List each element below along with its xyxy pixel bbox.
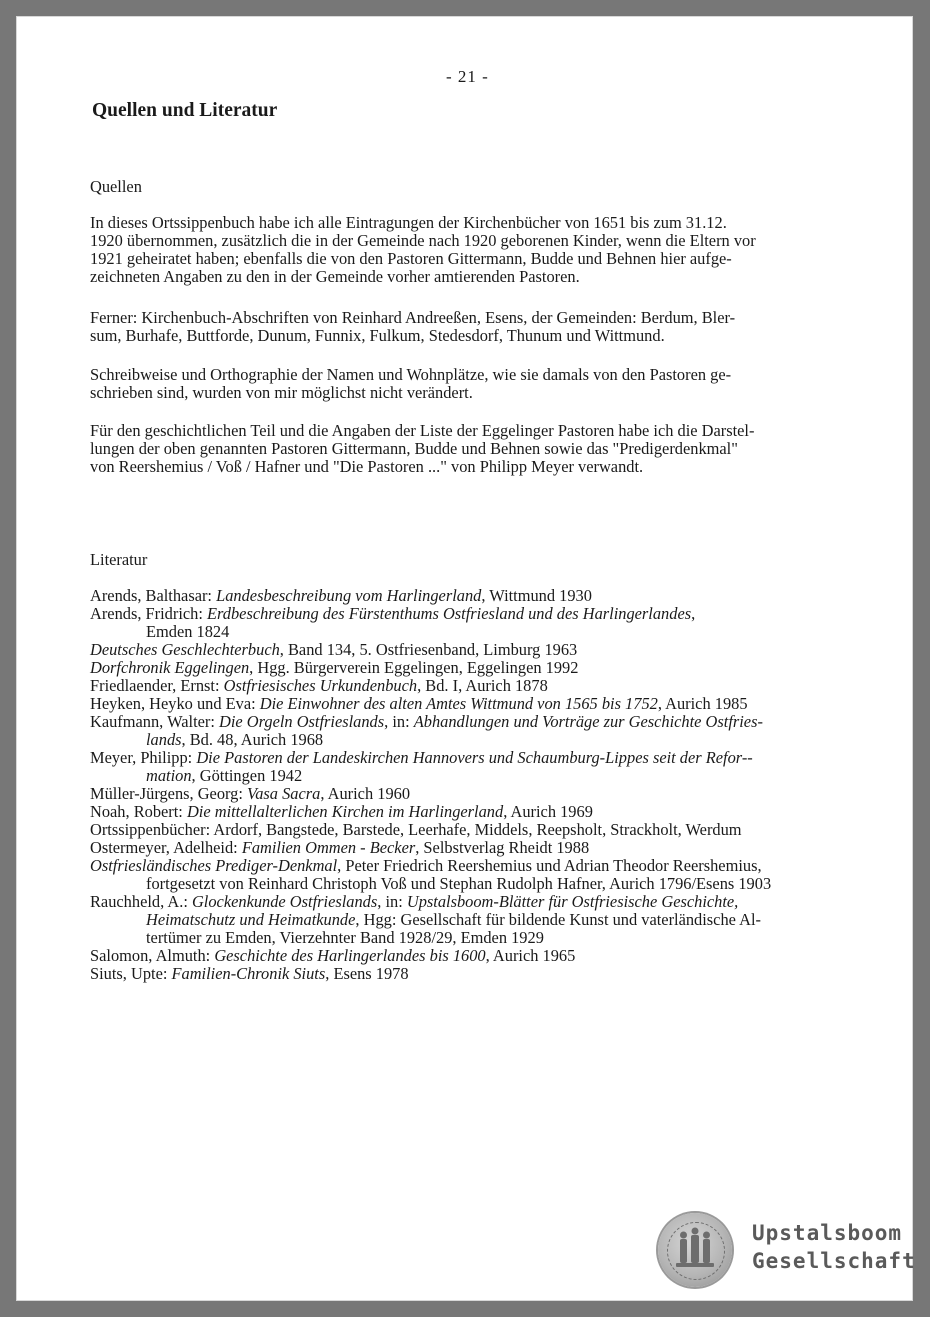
bibliography-entry: Kaufmann, Walter: Die Orgeln Ostfrieslands, in: Abhandlungen und Vorträge zur Geschichte Ostfries- lands, Bd. 48, Aurich 1968 [90, 712, 763, 749]
paragraph-quellen-4: Für den geschichtlichen Teil und die Angaben der Liste der Eggelinger Pastoren habe ich die Darstel- lungen der oben genannten Pastoren Gittermann, Budde und Behnen sowie das "Predigerdenkmal" von Reershemius / Voß / Hafner und "Die Pastoren ..." von Philipp Meyer verwandt. [90, 421, 755, 476]
page-number: - 21 - [446, 67, 489, 86]
section-heading-literatur: Literatur [90, 550, 148, 569]
section-heading-quellen: Quellen [90, 177, 142, 196]
document-page [16, 16, 916, 1301]
paragraph-quellen-2: Ferner: Kirchenbuch-Abschriften von Reinhard Andreeßen, Esens, der Gemeinden: Berdum, Bler- sum, Burhafe, Buttforde, Dunum, Funnix, Fulkum, Stedesdorf, Thunum und Wittmund. [90, 308, 736, 345]
bibliography-entry: Arends, Fridrich: Erdbeschreibung des Fürstenthums Ostfriesland und des Harlingerlandes, Emden 1824 [90, 604, 696, 641]
bibliography-list [90, 587, 880, 983]
bibliography-entry: Arends, Balthasar: Landesbeschreibung vom Harlingerland, Wittmund 1930 [90, 586, 592, 605]
bibliography-entry: Noah, Robert: Die mittellalterlichen Kirchen im Harlingerland, Aurich 1969 [90, 802, 593, 821]
bibliography-entry: Ostermeyer, Adelheid: Familien Ommen - Becker, Selbstverlag Rheidt 1988 [90, 838, 590, 857]
bibliography-entry: Siuts, Upte: Familien-Chronik Siuts, Esens 1978 [90, 964, 409, 983]
bibliography-entry: Salomon, Almuth: Geschichte des Harlingerlandes bis 1600, Aurich 1965 [90, 946, 576, 965]
bibliography-entry: Rauchheld, A.: Glockenkunde Ostfrieslands, in: Upstalsboom-Blätter für Ostfriesische Geschichte, Heimatschutz und Heimatkunde, Hgg: Gesellschaft für bildende Kunst und vaterländische Al- tertümer zu Emden, Vierzehnter Band 1928/29, Emden 1929 [90, 892, 761, 947]
page-title: Quellen und Literatur [92, 100, 278, 121]
bibliography-entry: Meyer, Philipp: Die Pastoren der Landeskirchen Hannovers und Schaumburg-Lippes seit der Refor-- mation, Göttingen 1942 [90, 748, 753, 785]
paragraph-quellen-3: Schreibweise und Orthographie der Namen und Wohnplätze, wie sie damals von den Pastoren ge- schrieben sind, wurden von mir möglichst nicht verändert. [90, 365, 732, 402]
publisher-logo [658, 1211, 918, 1291]
bibliography-entry: Ortssippenbücher: Ardorf, Bangstede, Barstede, Leerhafe, Middels, Reepsholt, Strackholt, Werdum [90, 820, 742, 839]
bibliography-entry: Friedlaender, Ernst: Ostfriesisches Urkundenbuch, Bd. I, Aurich 1878 [90, 676, 548, 695]
bibliography-entry: Heyken, Heyko und Eva: Die Einwohner des alten Amtes Wittmund von 1565 bis 1752, Aurich 1985 [90, 694, 748, 713]
bibliography-entry: Ostfriesländisches Prediger-Denkmal, Peter Friedrich Reershemius und Adrian Theodor Reershemius, fortgesetzt von Reinhard Christoph Voß und Stephan Rudolph Hafner, Aurich 1796/Esens 1903 [90, 856, 772, 893]
logo-text-line1: Upstalsboom [752, 1221, 903, 1245]
bibliography-entry: Müller-Jürgens, Georg: Vasa Sacra, Aurich 1960 [90, 784, 411, 803]
seal-icon [658, 1213, 732, 1287]
logo-text-line2: Gesellschaft [752, 1249, 916, 1273]
bibliography-entry: Dorfchronik Eggelingen, Hgg. Bürgerverein Eggelingen, Eggelingen 1992 [90, 658, 579, 677]
bibliography-entry: Deutsches Geschlechterbuch, Band 134, 5. Ostfriesenband, Limburg 1963 [90, 640, 578, 659]
paragraph-quellen-1: In dieses Ortssippenbuch habe ich alle Eintragungen der Kirchenbücher von 1651 bis zum 31.12. 1920 übernommen, zusätzlich die in der Gemeinde nach 1920 geborenen Kinder, wenn die Eltern vor 1921 geheiratet haben; ebenfalls die von den Pastoren Gittermann, Budde und Behnen hier aufge- zeichneten Angaben zu den in der Gemeinde vorher amtierenden Pastoren. [90, 213, 756, 286]
